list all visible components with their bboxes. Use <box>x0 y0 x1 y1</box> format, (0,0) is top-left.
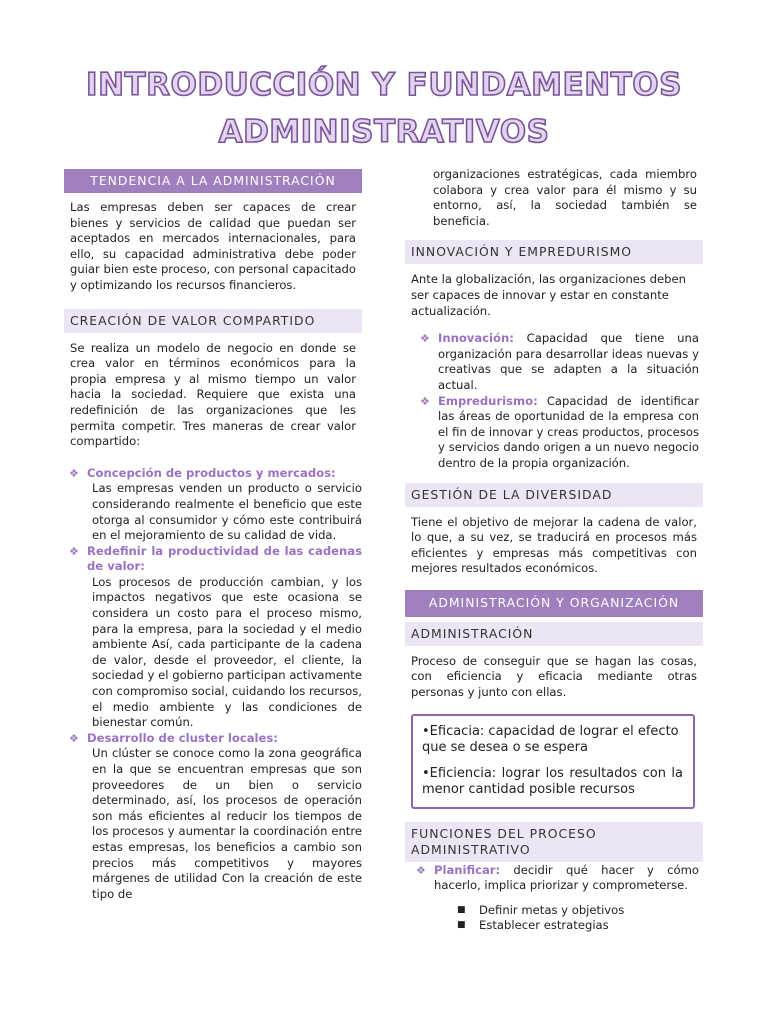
tendencia-text: Las empresas deben ser capaces de crear bienes y servicios de calidad que puedan ser aceptados en mercados internacionales, para ello, su capacidad administrativa debe poder guiar bien este proceso, con personal capacitado y optimizando los recursos financieros. <box>70 200 356 292</box>
list-item-title: Desarrollo de cluster locales: <box>87 730 278 745</box>
section-heading-creacion: CREACIÓN DE VALOR COMPARTIDO <box>64 309 362 333</box>
list-item-text: Capacidad de identificar las áreas de oportunidad de la empresa con el fin de innovar y creas productos, procesos y servicios dando origen a un nuevo negocio dentro de la propia organización. <box>438 393 699 470</box>
list-item <box>415 394 699 472</box>
creacion-text: Se realiza un modelo de negocio en donde se crea valor en términos económicos para la propia empresa y al mismo tiempo un valor hacia la sociedad. Requiere que exista una redefinición de las organizaciones que les permita competir. Tres maneras de crear valor compartido: <box>70 340 356 449</box>
list-item-text: Capacidad que tiene una organización para desarrollar ideas nuevas y creativas que se adapten a la situación actual. <box>438 331 699 392</box>
section-heading-admin-org: ADMINISTRACIÓN Y ORGANIZACIÓN <box>405 590 703 617</box>
innovacion-list <box>415 331 699 471</box>
left-column <box>64 169 362 902</box>
continuation-text: organizaciones estratégicas, cada miembro colabora y crea valor para él mismo y su entorno, así, la sociedad también se beneficia. <box>433 167 697 228</box>
square-bullet-icon: ■ <box>457 920 466 931</box>
list-item-title: Planificar: <box>434 862 501 877</box>
section-heading-diversidad: GESTIÓN DE LA DIVERSIDAD <box>405 483 703 507</box>
diamond-bullet-icon: ❖ <box>69 731 79 745</box>
page-title-line1: INTRODUCCIÓN Y FUNDAMENTOS <box>86 67 682 103</box>
section-heading-innovacion: INNOVACIÓN Y EMPREDURISMO <box>405 240 703 264</box>
list-item <box>64 466 362 482</box>
list-item-title: Concepción de productos y mercados: <box>87 465 336 480</box>
diamond-bullet-icon: ❖ <box>420 394 430 408</box>
creacion-list <box>64 466 362 482</box>
diamond-bullet-icon: ❖ <box>416 863 426 877</box>
creacion-list-2 <box>64 544 362 575</box>
sub-list-item <box>457 903 703 919</box>
diamond-bullet-icon: ❖ <box>420 332 430 346</box>
list-item <box>64 731 362 747</box>
list-item-text: Las empresas venden un producto o servicio considerando realmente el beneficio que este otorga al consumidor y cómo este contribuirá en el mejoramiento de su calidad de vida. <box>92 481 362 543</box>
list-item-title: Innovación: <box>438 331 514 346</box>
list-item-text: Los procesos de producción cambian, y los impactos negativos que este ocasiona se considera un costo para el proceso mismo, para la empresa, para la sociedad y el medio ambiente Así, cada participante de la cadena de valor, desde el proveedor, el cliente, la sociedad y el gobierno participan activamente con compromiso social, cuidando los recursos, el medio ambiente y las condiciones de bienestar común. <box>92 574 362 730</box>
diversidad-text: Tiene el objetivo de mejorar la cadena de valor, lo que, a su vez, se traducirá en procesos más eficientes y empresas más competitivas con mejores resultados económicos. <box>411 514 697 576</box>
definitions-box <box>411 714 695 809</box>
administracion-text: Proceso de conseguir que se hagan las cosas, con eficiencia y eficacia mediante otras personas y junto con ellas. <box>411 653 697 700</box>
sub-list-item-text: Definir metas y objetivos <box>479 902 625 917</box>
list-item-title: Empredurismo: <box>438 393 538 408</box>
right-column <box>405 167 703 934</box>
list-item-text: Un clúster se conoce como la zona geográfica en la que se encuentran empresas que son proveedores de un bien o servicio determinado, así, los procesos de operación son más eficientes al reducir los tiempos de los procesos y aumentar la coordinación entre estas empresas, los beneficios a cambio son precios más competitivos y mayores márgenes de utilidad Con la creación de este tipo de <box>92 746 362 901</box>
diamond-bullet-icon: ❖ <box>69 466 79 480</box>
page-title <box>0 62 768 156</box>
list-item <box>64 544 362 575</box>
square-bullet-icon: ■ <box>457 904 466 915</box>
innovacion-text: Ante la globalización, las organizaciones deben ser capaces de innovar y estar en constante actualización. <box>411 272 686 318</box>
funciones-sublist <box>405 903 703 934</box>
section-heading-administracion: ADMINISTRACIÓN <box>405 622 703 646</box>
eficacia-text: •Eficacia: capacidad de lograr el efecto que se desea o se espera <box>422 723 679 755</box>
sub-list-item <box>457 918 703 934</box>
list-item-title: Redefinir la productividad de las cadenas de valor: <box>87 543 362 574</box>
eficiencia-text: •Eficiencia: lograr los resultados con la menor cantidad posible recursos <box>422 765 683 797</box>
page-title-line2: ADMINISTRATIVOS <box>218 114 550 150</box>
list-item-text: decidir qué hacer y cómo hacerlo, implica priorizar y comprometerse. <box>434 862 699 893</box>
section-heading-tendencia: TENDENCIA A LA ADMINISTRACIÓN <box>64 169 362 193</box>
list-item <box>411 863 699 894</box>
sub-list-item-text: Establecer estrategias <box>479 918 609 933</box>
list-item <box>415 331 699 393</box>
section-heading-funciones: FUNCIONES DEL PROCESO ADMINISTRATIVO <box>405 822 703 862</box>
creacion-list-3 <box>64 731 362 747</box>
diamond-bullet-icon: ❖ <box>69 544 79 558</box>
funciones-list <box>411 863 699 894</box>
